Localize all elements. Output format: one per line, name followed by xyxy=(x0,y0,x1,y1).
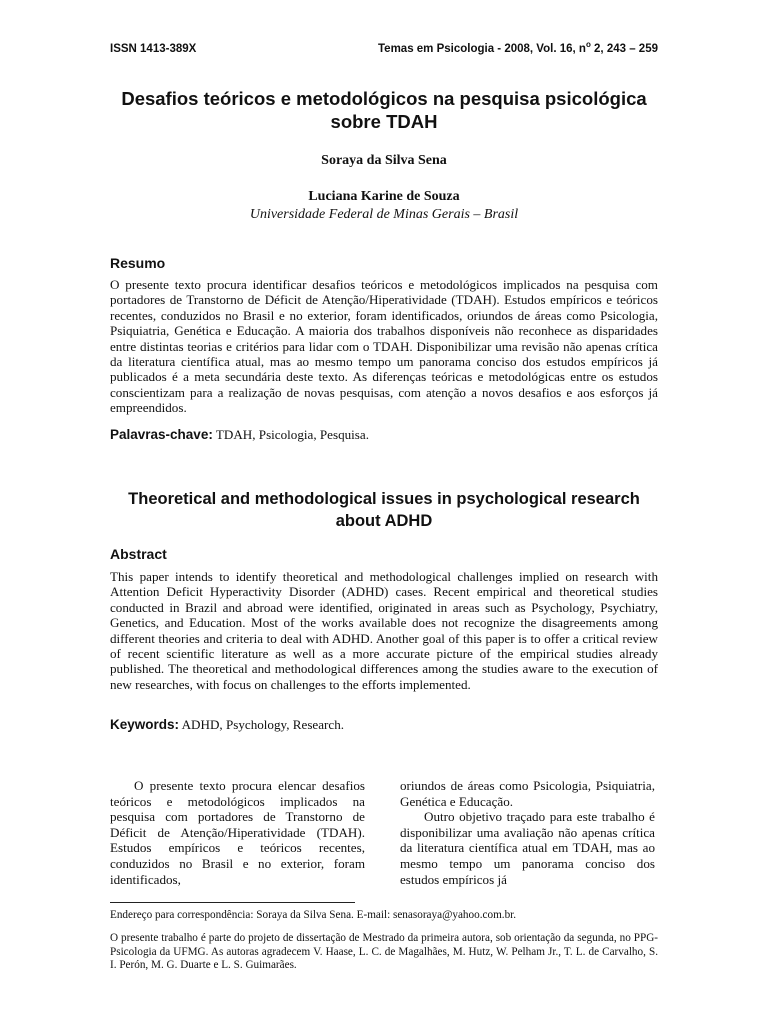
footnote-acknowledgement: O presente trabalho é parte do projeto de dissertação de Mestrado da primeira autora, sob orientação da segunda, no PPG-Psicologia da UFMG. As autoras agradecem V. Haase, L. C. de Magalhães, M. Hutz, W. Pelham Jr., T. L. de Carvalho, S. I. Perón, M. G. Duarte e L. S. Guimarães. xyxy=(110,932,658,972)
keywords-pt xyxy=(110,426,658,443)
issn: ISSN 1413-389X xyxy=(110,43,197,55)
journal-citation-main: Temas em Psicologia - 2008, Vol. 16, n xyxy=(378,43,586,55)
resumo-text: O presente texto procura identificar desafios teóricos e metodológicos implicados na pesquisa com portadores de Transtorno de Déficit de Atenção/Hiperatividade (TDAH). Estudos empíricos e teóricos recentes, conduzidos no Brasil e no exterior, foram identificados, oriundos de áreas como Psicologia, Psiquiatria, Genética e Educação. A maioria dos trabalhos disponíveis não reconhece as disparidades entre distintas teorias e critérios para lidar com o TDAH. Disponibilizar uma revisão não apenas crítica da literatura científica atual, mas ao mesmo tempo um panorama conciso dos estudos empíricos já publicados é a meta secundária deste texto. As diferenças teóricas e metodológicas entre os estudos conscientizam para a realização de novas pesquisas, com atenção a novos desafios e aos esforços já empreendidos. xyxy=(110,277,658,416)
keywords-en xyxy=(110,716,658,733)
footnote-correspondence: Endereço para correspondência: Soraya da Silva Sena. E-mail: senasoraya@yahoo.com.br. xyxy=(110,909,517,921)
footnote-divider xyxy=(110,902,355,903)
journal-pages: 2, 243 – 259 xyxy=(590,43,658,55)
author-2: Luciana Karine de Souza xyxy=(308,189,460,204)
keywords-en-values: ADHD, Psychology, Research. xyxy=(181,717,345,732)
affiliation: Universidade Federal de Minas Gerais – Brasil xyxy=(249,207,519,222)
article-title-en: Theoretical and methodological issues in psychological research about ADHD xyxy=(128,490,640,530)
author-1: Soraya da Silva Sena xyxy=(321,153,447,168)
article-title-pt: Desafios teóricos e metodológicos na pesquisa psicológica sobre TDAH xyxy=(121,88,647,132)
body-paragraph-continued: oriundos de áreas como Psicologia, Psiquiatria, Genética e Educação. xyxy=(400,778,655,809)
journal-citation xyxy=(378,42,658,56)
abstract-heading: Abstract xyxy=(110,546,167,562)
body-column-left xyxy=(110,778,365,887)
resumo-heading: Resumo xyxy=(110,255,166,271)
author-2-block xyxy=(110,188,658,224)
journal-number-sup: o xyxy=(585,40,591,50)
abstract-text: This paper intends to identify theoretical and methodological challenges implied on research with Attention Deficit Hyperactivity Disorder (ADHD) cases. Recent empirical and theoretical studies conducted in Brazil and abroad were identified, originated in areas such as Psychology, Psychiatry, Genetics, and Education. Most of the works available does not recognize the disagreements among different theories and criteria to deal with ADHD. Another goal of this paper is to offer a critical review of recent scientific literature as well as a more accurate picture of the empirical studies already published. The theoretical and methodological differences among the studies aware to the execution of new researches, with focus on challenges to the efforts implemented. xyxy=(110,569,658,692)
keywords-pt-label: Palavras-chave: xyxy=(110,427,213,442)
body-paragraph: O presente texto procura elencar desafios teóricos e metodológicos implicados na pesquisa com portadores de Transtorno de Déficit de Atenção/Hiperatividade (TDAH). Estudos empíricos e teóricos recentes, conduzidos no Brasil e no exterior, foram identificados, xyxy=(110,778,365,887)
keywords-pt-values: TDAH, Psicologia, Pesquisa. xyxy=(215,427,369,442)
keywords-en-label: Keywords: xyxy=(110,717,180,732)
body-column-right xyxy=(400,778,655,887)
body-paragraph: Outro objetivo traçado para este trabalho é disponibilizar uma avaliação não apenas crítica da literatura científica atual em TDAH, mas ao mesmo tempo um panorama conciso dos estudos empíricos já xyxy=(400,809,655,887)
